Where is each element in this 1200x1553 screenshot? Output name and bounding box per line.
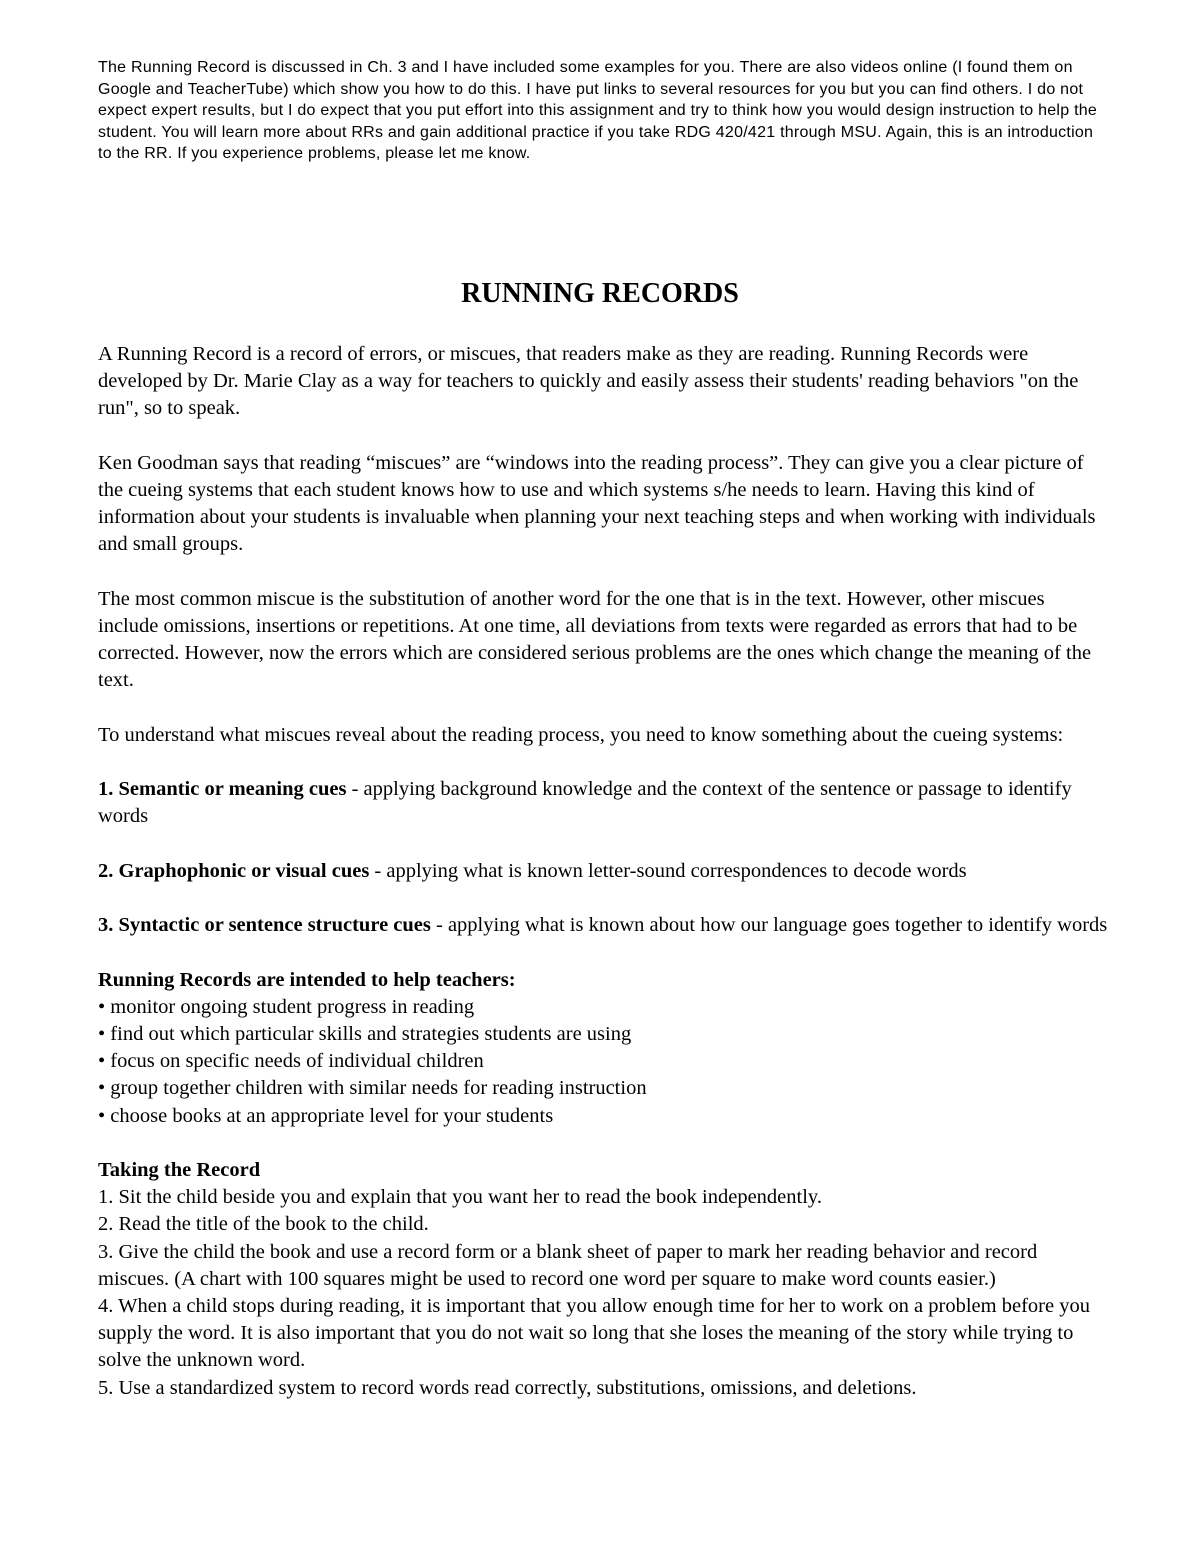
cue-semantic — [98, 776, 1108, 830]
cue-desc: - applying what is known letter-sound correspondences to decode words — [369, 859, 967, 882]
list-item: 3. Give the child the book and use a record form or a blank sheet of paper to mark her reading behavior and record miscues. (A chart with 100 squares might be used to record one word per square to make word counts easier.) — [98, 1240, 1038, 1290]
purpose-list — [98, 994, 1108, 1130]
list-item: • choose books at an appropriate level for your students — [98, 1104, 554, 1127]
list-item: 1. Sit the child beside you and explain that you want her to read the book independently. — [98, 1186, 822, 1209]
list-item: 5. Use a standardized system to record words read correctly, substitutions, omissions, and deletions. — [98, 1376, 917, 1399]
list-item: • focus on specific needs of individual children — [98, 1050, 484, 1073]
paragraph-definition: A Running Record is a record of errors, or miscues, that readers make as they are reading. Running Records were developed by Dr. Marie Clay as a way for teachers to quickly and easily assess their students' reading behaviors "on the run", so to speak. — [98, 343, 1079, 420]
cue-desc: - applying background knowledge and the context of the sentence or passage to identify words — [98, 778, 1072, 828]
taking-steps-list — [98, 1184, 1108, 1402]
list-item: • find out which particular skills and strategies students are using — [98, 1022, 632, 1045]
list-item: 4. When a child stops during reading, it is important that you allow enough time for her to work on a problem before you supply the word. It is also important that you do not wait so long that she loses the meaning of the story while trying to solve the unknown word. — [98, 1294, 1090, 1372]
taking-heading: Taking the Record — [98, 1158, 261, 1181]
list-item: 2. Read the title of the book to the child. — [98, 1213, 429, 1236]
list-item: • monitor ongoing student progress in reading — [98, 995, 475, 1018]
cue-label: 2. Graphophonic or visual cues — [98, 859, 370, 882]
document-body — [98, 341, 1108, 1402]
cue-desc: - applying what is known about how our language goes together to identify words — [430, 914, 1108, 937]
purpose-heading: Running Records are intended to help teachers: — [98, 968, 516, 991]
intro-paragraph: The Running Record is discussed in Ch. 3 and I have included some examples for you. There are also videos online (I found them on Google and TeacherTube) which show you how to do this. I have put links to several resources for you but you can find others. I do not expect expert results, but I do expect that you put effort into this assignment and try to think how you would design instruction to help the student. You will learn more about RRs and gain additional practice if you take RDG 420/421 through MSU. Again, this is an introduction to the RR. If you experience problems, please let me know. — [98, 59, 1098, 162]
page-title: RUNNING RECORDS — [461, 278, 739, 309]
cue-syntactic — [98, 912, 1108, 939]
cue-label: 3. Syntactic or sentence structure cues — [98, 914, 431, 937]
paragraph-goodman: Ken Goodman says that reading “miscues” are “windows into the reading process”. They can give you a clear picture of the cueing systems that each student knows how to use and which systems s/he needs to learn. Having this kind of information about your students is invaluable when planning your next teaching steps and when working with individuals and small groups. — [98, 451, 1096, 556]
cue-label: 1. Semantic or meaning cues — [98, 778, 347, 801]
list-item: • group together children with similar needs for reading instruction — [98, 1077, 647, 1100]
cue-graphophonic — [98, 858, 1108, 885]
paragraph-cueing-intro: To understand what miscues reveal about the reading process, you need to know something about the cueing systems: — [98, 723, 1064, 746]
paragraph-substitution: The most common miscue is the substitution of another word for the one that is in the text. However, other miscues include omissions, insertions or repetitions. At one time, all deviations from texts were regarded as errors that had to be corrected. However, now the errors which are considered serious problems are the ones which change the meaning of the text. — [98, 587, 1092, 692]
